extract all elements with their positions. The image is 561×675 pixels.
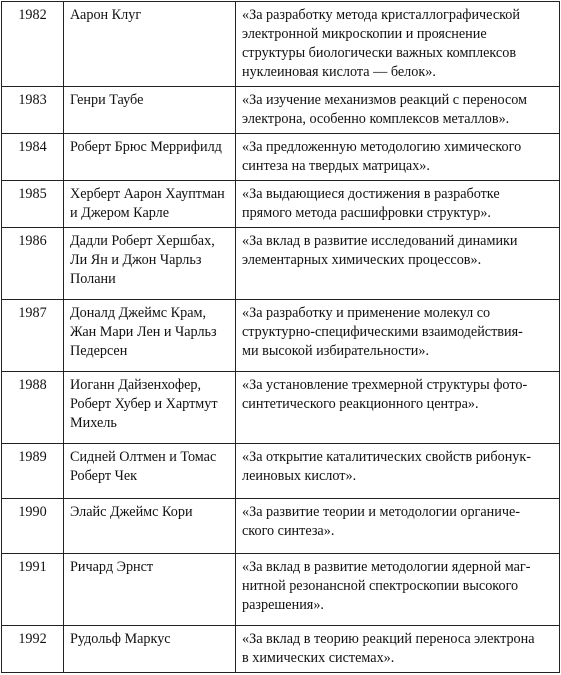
citation-line: «За вклад в развитие методологии ядерной маг-	[242, 559, 531, 575]
citation-cell	[236, 181, 560, 228]
laureate-line: Роберт Хубер и Хартмут	[70, 396, 218, 412]
table-row	[2, 444, 560, 499]
year-cell: 1986	[2, 228, 64, 300]
laureate-cell	[64, 554, 236, 626]
citation-cell	[236, 626, 560, 673]
laureate-line: и Джером Карле	[70, 205, 170, 221]
laureate-line: Рудольф Маркус	[70, 631, 171, 647]
citation-cell	[236, 87, 560, 134]
year-cell: 1987	[2, 300, 64, 372]
laureate-cell	[64, 499, 236, 554]
table-row	[2, 626, 560, 673]
laureate-line: Аарон Клуг	[70, 7, 142, 23]
year-cell: 1990	[2, 499, 64, 554]
citation-line: «За развитие теории и методологии органиче-	[242, 504, 520, 520]
citation-line: «За разработку и применение молекул со	[242, 305, 491, 321]
citation-line: «За установление трехмерной структуры фото-	[242, 377, 528, 393]
citation-line: «За изучение механизмов реакций с переносом	[242, 92, 528, 108]
laureate-cell	[64, 134, 236, 181]
laureate-line: Доналд Джеймс Крам,	[70, 305, 207, 321]
laureate-line: Педерсен	[70, 343, 128, 359]
laureate-cell	[64, 444, 236, 499]
citation-cell	[236, 2, 560, 87]
citation-line: синтетического реакционного центра».	[242, 396, 479, 412]
citation-line: нитной резонансной спектроскопии высокого	[242, 578, 519, 594]
citation-line: «За разработку метода кристаллографической	[242, 7, 520, 23]
laureate-line: Полани	[70, 271, 116, 287]
laureate-line: Элайс Джеймс Кори	[70, 504, 193, 520]
citation-line: структуры биологически важных комплексов	[242, 45, 517, 61]
citation-line: электрона, особенно комплексов металлов».	[242, 111, 510, 127]
laureate-line: Роберт Чек	[70, 468, 138, 484]
laureate-cell	[64, 228, 236, 300]
citation-line: «За открытие каталитических свойств рибонук-	[242, 449, 532, 465]
citation-line: «За выдающиеся достижения в разработке	[242, 186, 500, 202]
year-cell: 1985	[2, 181, 64, 228]
year-cell: 1983	[2, 87, 64, 134]
citation-line: леиновых кислот».	[242, 468, 357, 484]
citation-cell	[236, 499, 560, 554]
citation-line: «За вклад в теорию реакций переноса электрона	[242, 631, 535, 647]
laureate-line: Жан Мари Лен и Чарльз	[70, 324, 217, 340]
laureate-line: Ли Ян и Джон Чарльз	[70, 252, 202, 268]
year-cell: 1989	[2, 444, 64, 499]
laureate-line: Роберт Брюс Меррифилд	[70, 139, 222, 155]
laureate-cell	[64, 87, 236, 134]
table-row	[2, 499, 560, 554]
citation-line: «За вклад в развитие исследований динамики	[242, 233, 518, 249]
laureate-line: Ричард Эрнст	[70, 559, 154, 575]
citation-line: «За предложенную методологию химического	[242, 139, 522, 155]
table-row	[2, 2, 560, 87]
table-row	[2, 134, 560, 181]
laureate-line: Херберт Аарон Хауптман	[70, 186, 225, 202]
table-row	[2, 372, 560, 444]
laureate-cell	[64, 2, 236, 87]
citation-cell	[236, 134, 560, 181]
nobel-prize-table	[1, 1, 560, 673]
citation-line: ми высокой избирательности».	[242, 343, 429, 359]
laureate-line: Генри Таубе	[70, 92, 144, 108]
citation-line: в химических системах».	[242, 650, 395, 666]
laureate-line: Сидней Олтмен и Томас	[70, 449, 217, 465]
laureate-line: Дадли Роберт Хершбах,	[70, 233, 215, 249]
citation-cell	[236, 228, 560, 300]
citation-cell	[236, 444, 560, 499]
laureate-cell	[64, 181, 236, 228]
laureate-cell	[64, 626, 236, 673]
table-row	[2, 87, 560, 134]
year-cell: 1982	[2, 2, 64, 87]
table-row	[2, 228, 560, 300]
year-cell: 1991	[2, 554, 64, 626]
table-row	[2, 181, 560, 228]
citation-cell	[236, 554, 560, 626]
laureate-line: Иоганн Дайзенхофер,	[70, 377, 202, 393]
citation-line: структурно-специфическими взаимодействия-	[242, 324, 523, 340]
citation-line: электронной микроскопии и прояснение	[242, 26, 487, 42]
laureate-line: Михель	[70, 415, 117, 431]
citation-cell	[236, 300, 560, 372]
year-cell: 1992	[2, 626, 64, 673]
year-cell: 1984	[2, 134, 64, 181]
laureate-cell	[64, 372, 236, 444]
citation-line: элементарных химических процессов».	[242, 252, 482, 268]
citation-cell	[236, 372, 560, 444]
citation-line: прямого метода расшифровки структур».	[242, 205, 491, 221]
citation-line: синтеза на твердых матрицах».	[242, 158, 430, 174]
laureate-cell	[64, 300, 236, 372]
table-row	[2, 554, 560, 626]
citation-line: разрешения».	[242, 597, 324, 613]
citation-line: нуклеиновая кислота — белок».	[242, 64, 436, 80]
table-body	[2, 2, 560, 673]
table-row	[2, 300, 560, 372]
citation-line: ского синтеза».	[242, 523, 335, 539]
year-cell: 1988	[2, 372, 64, 444]
